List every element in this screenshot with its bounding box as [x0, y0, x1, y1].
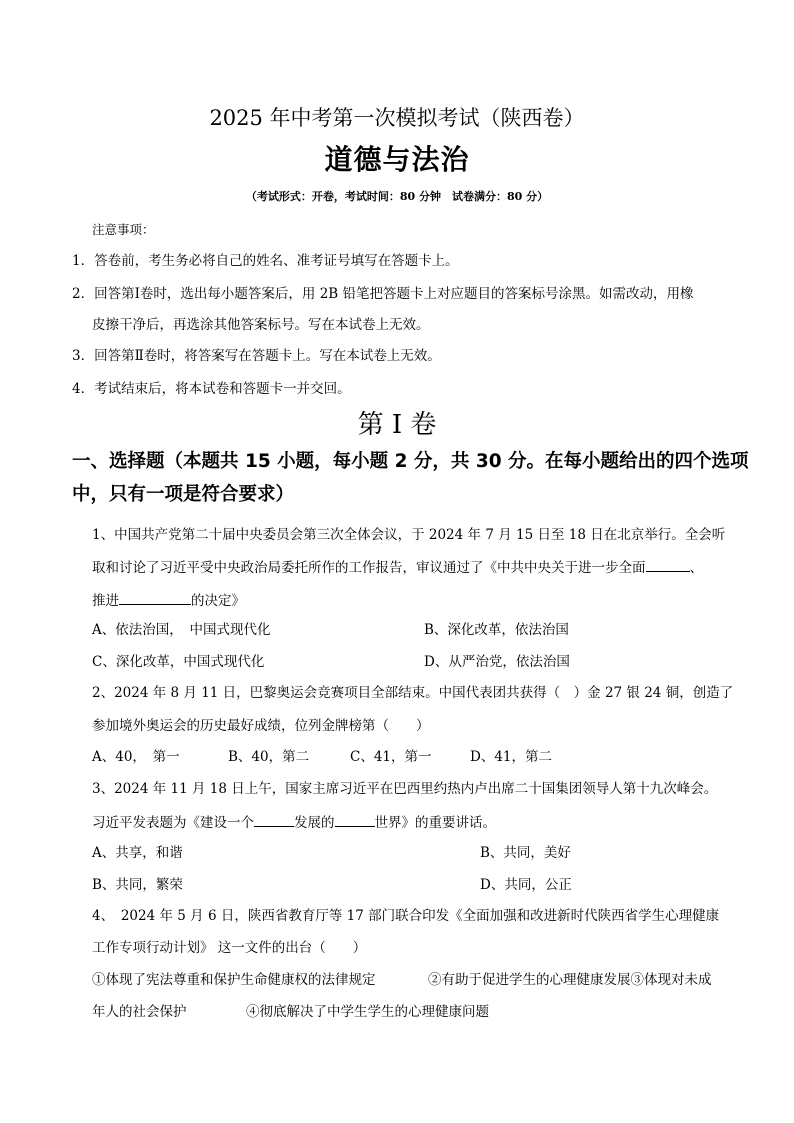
answer-blank — [119, 590, 191, 605]
notice-item: 3．回答第Ⅱ卷时，将答案写在答题卡上。写在本试卷上无效。 — [72, 348, 441, 364]
q1-option-b: B、深化改革，依法治国 — [424, 622, 569, 638]
q2-option-c: C、41，第一 — [350, 749, 432, 765]
q4-stem: 4、 2024 年 5 月 6 日，陕西省教育厅等 17 部门联合印发《全面加强和改进新时代陕西省学生心理健康 — [92, 908, 720, 924]
subject-title: 道德与法治 — [324, 143, 470, 176]
q3-stem-text: 世界》的重要讲话。 — [374, 815, 496, 831]
q3-stem-line2 — [92, 812, 496, 832]
q1-option-d: D、从严治党，依法治国 — [424, 654, 570, 670]
q3-stem-text: 习近平发表题为《建设一个 — [92, 815, 254, 831]
q1-stem-text: 取和讨论了习近平受中央政治局委托所作的工作报告，审议通过了《中共中央关于进一步全面 — [92, 560, 646, 576]
notice-item: 4．考试结束后，将本试卷和答题卡一并交回。 — [72, 381, 351, 397]
q2-option-b: B、40，第二 — [228, 749, 310, 765]
q2-option-d: D、41，第二 — [470, 749, 553, 765]
q1-option-c: C、深化改革，中国式现代化 — [92, 654, 265, 670]
q1-stem-text: 的决定》 — [191, 593, 245, 609]
q3-option-a: A、共享，和谐 — [92, 845, 183, 861]
q4-statement-2-3: ②有助于促进学生的心理健康发展③体现对未成 — [428, 972, 712, 988]
q1-stem-line2 — [92, 557, 703, 577]
q2-option-a: A、40， 第一 — [92, 749, 180, 765]
notice-item: 1．答卷前，考生务必将自己的姓名、准考证号填写在答题卡上。 — [72, 253, 459, 269]
notice-item-continued: 皮擦干净后，再选涂其他答案标号。写在本试卷上无效。 — [92, 317, 430, 333]
q4-stem-line2: 工作专项行动计划》 这一文件的出台（ ） — [92, 940, 367, 956]
q3-option-d: D、共同，公正 — [480, 877, 572, 893]
answer-blank — [646, 557, 690, 572]
section-heading-continued: 中，只有一项是符合要求） — [72, 484, 295, 505]
answer-blank — [254, 812, 294, 827]
answer-blank — [335, 812, 375, 827]
q1-stem-line3 — [92, 590, 245, 610]
q1-option-a: A、依法治国， 中国式现代化 — [92, 622, 271, 638]
q2-stem-line2: 参加境外奥运会的历史最好成绩，位列金牌榜第（ ） — [92, 718, 430, 734]
notice-title: 注意事项： — [92, 222, 155, 237]
q1-stem-text: 、 — [689, 560, 703, 576]
notice-item: 2．回答第Ⅰ卷时，选出每小题答案后，用 2B 铅笔把答题卡上对应题目的答案标号涂黑。如需改动，用橡 — [72, 286, 694, 302]
q1-stem-text: 推进 — [92, 593, 119, 609]
q3-option-b: B、共同，美好 — [480, 845, 571, 861]
q4-statement-3-continued: 年人的社会保护 — [92, 1004, 187, 1020]
q4-statement-4: ④彻底解决了中学生学生的心理健康问题 — [246, 1004, 489, 1020]
q2-stem: 2、2024 年 8 月 11 日，巴黎奥运会竞赛项目全部结束。中国代表团共获得（ ）金 27 银 24 铜，创造了 — [92, 685, 734, 701]
q3-stem-text: 发展的 — [294, 815, 335, 831]
q3-stem: 3、2024 年 11 月 18 日上午，国家主席习近平在巴西里约热内卢出席二十国集团领导人第十九次峰会。 — [92, 781, 718, 797]
section-heading: 一、选择题（本题共 15 小题，每小题 2 分，共 30 分。在每小题给出的四个选项 — [72, 451, 749, 472]
q4-statement-1: ①体现了宪法尊重和保护生命健康权的法律规定 — [92, 972, 376, 988]
q3-option-c: B、共同，繁荣 — [92, 877, 183, 893]
section-title: 第 I 卷 — [357, 410, 437, 440]
q1-stem: 1、中国共产党第二十届中央委员会第三次全体会议，于 2024 年 7 月 15 日至 18 日在北京举行。全会听 — [92, 527, 726, 543]
exam-title: 2025 年中考第一次模拟考试（陕西卷） — [209, 106, 585, 130]
exam-info: （考试形式：开卷，考试时间：80 分钟 试卷满分：80 分） — [245, 190, 549, 203]
